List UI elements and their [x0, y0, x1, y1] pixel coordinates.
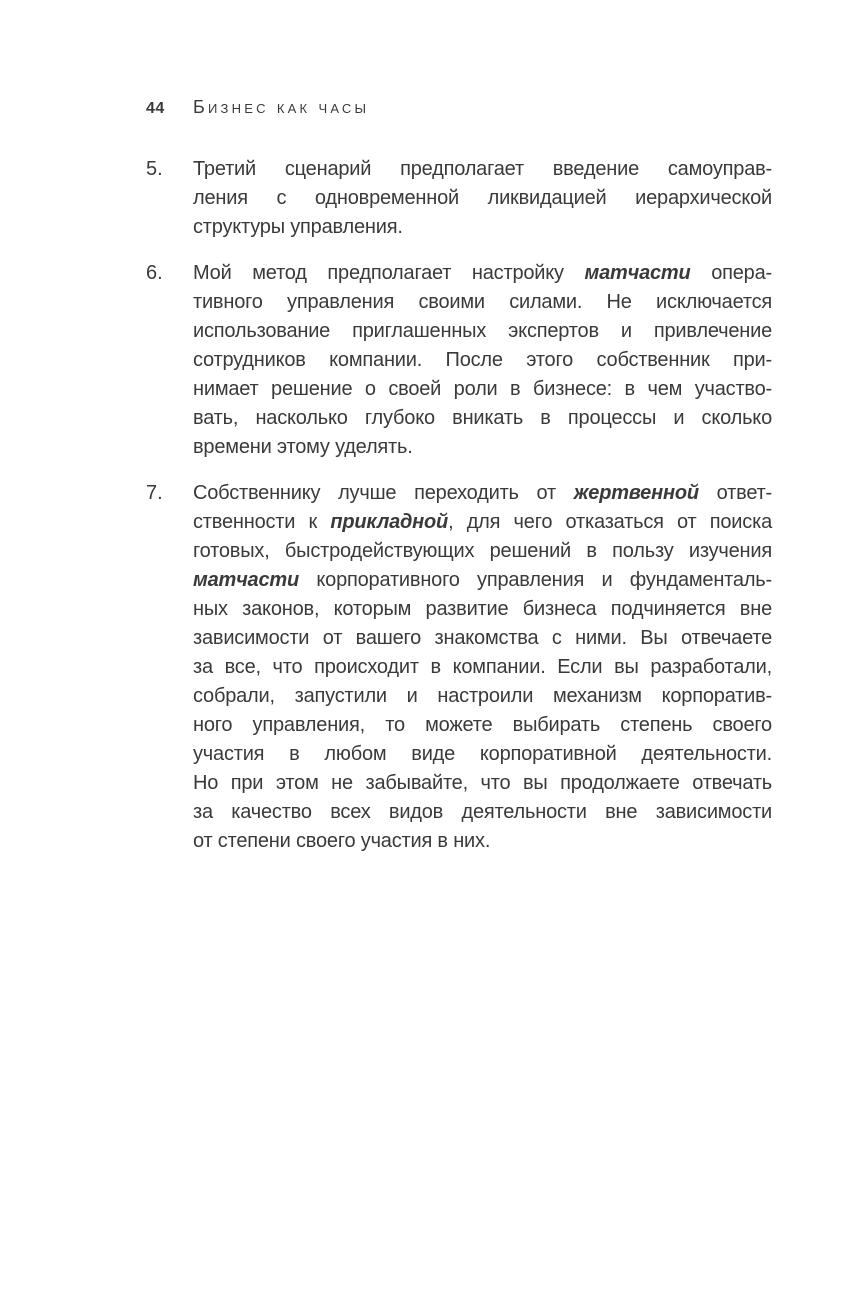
list-item-text [193, 259, 772, 462]
text-line: готовых, быстродействующих решений в пользу изучения [193, 540, 772, 562]
text-line: матчасти корпоративного управления и фундаменталь- [193, 569, 772, 591]
text-line: за качество всех видов деятельности вне зависимости [193, 801, 772, 823]
text-line: тивного управления своими силами. Не исключается [193, 291, 772, 313]
text-line: ственности к прикладной, для чего отказаться от поиска [193, 511, 772, 533]
list-item-number: 5. [146, 158, 163, 180]
list-item [146, 259, 772, 462]
text-line: Третий сценарий предполагает введение самоуправ- [193, 158, 772, 180]
running-title: Бизнес как часы [193, 97, 370, 117]
text-line: за все, что происходит в компании. Если вы разработали, [193, 656, 772, 678]
list-item-text [193, 479, 772, 856]
text-line: структуры управления. [193, 216, 403, 238]
text-line: вать, насколько глубоко вникать в процессы и сколько [193, 407, 772, 429]
numbered-list [146, 155, 772, 856]
text-line: собрали, запустили и настроили механизм корпоратив- [193, 685, 772, 707]
list-item-text [193, 155, 772, 242]
list-item [146, 155, 772, 242]
page-header [146, 97, 772, 118]
text-line: от степени своего участия в них. [193, 830, 491, 852]
text-line: использование приглашенных экспертов и привлечение [193, 320, 772, 342]
text-line: нимает решение о своей роли в бизнесе: в чем участво- [193, 378, 772, 400]
list-item-number: 7. [146, 482, 163, 504]
text-line: сотрудников компании. После этого собственник при- [193, 349, 772, 371]
text-line: ления с одновременной ликвидацией иерархической [193, 187, 772, 209]
text-line: участия в любом виде корпоративной деятельности. [193, 743, 772, 765]
text-line: Мой метод предполагает настройку матчасти опера- [193, 262, 772, 284]
text-line: времени этому уделять. [193, 436, 413, 458]
list-item-number: 6. [146, 262, 163, 284]
text-line: зависимости от вашего знакомства с ними. Вы отвечаете [193, 627, 772, 649]
text-line: Но при этом не забывайте, что вы продолжаете отвечать [193, 772, 772, 794]
page-number: 44 [146, 100, 165, 117]
text-line: ного управления, то можете выбирать степень своего [193, 714, 772, 736]
text-line: ных законов, которым развитие бизнеса подчиняется вне [193, 598, 772, 620]
list-item [146, 479, 772, 856]
text-line: Собственнику лучше переходить от жертвенной ответ- [193, 482, 772, 504]
